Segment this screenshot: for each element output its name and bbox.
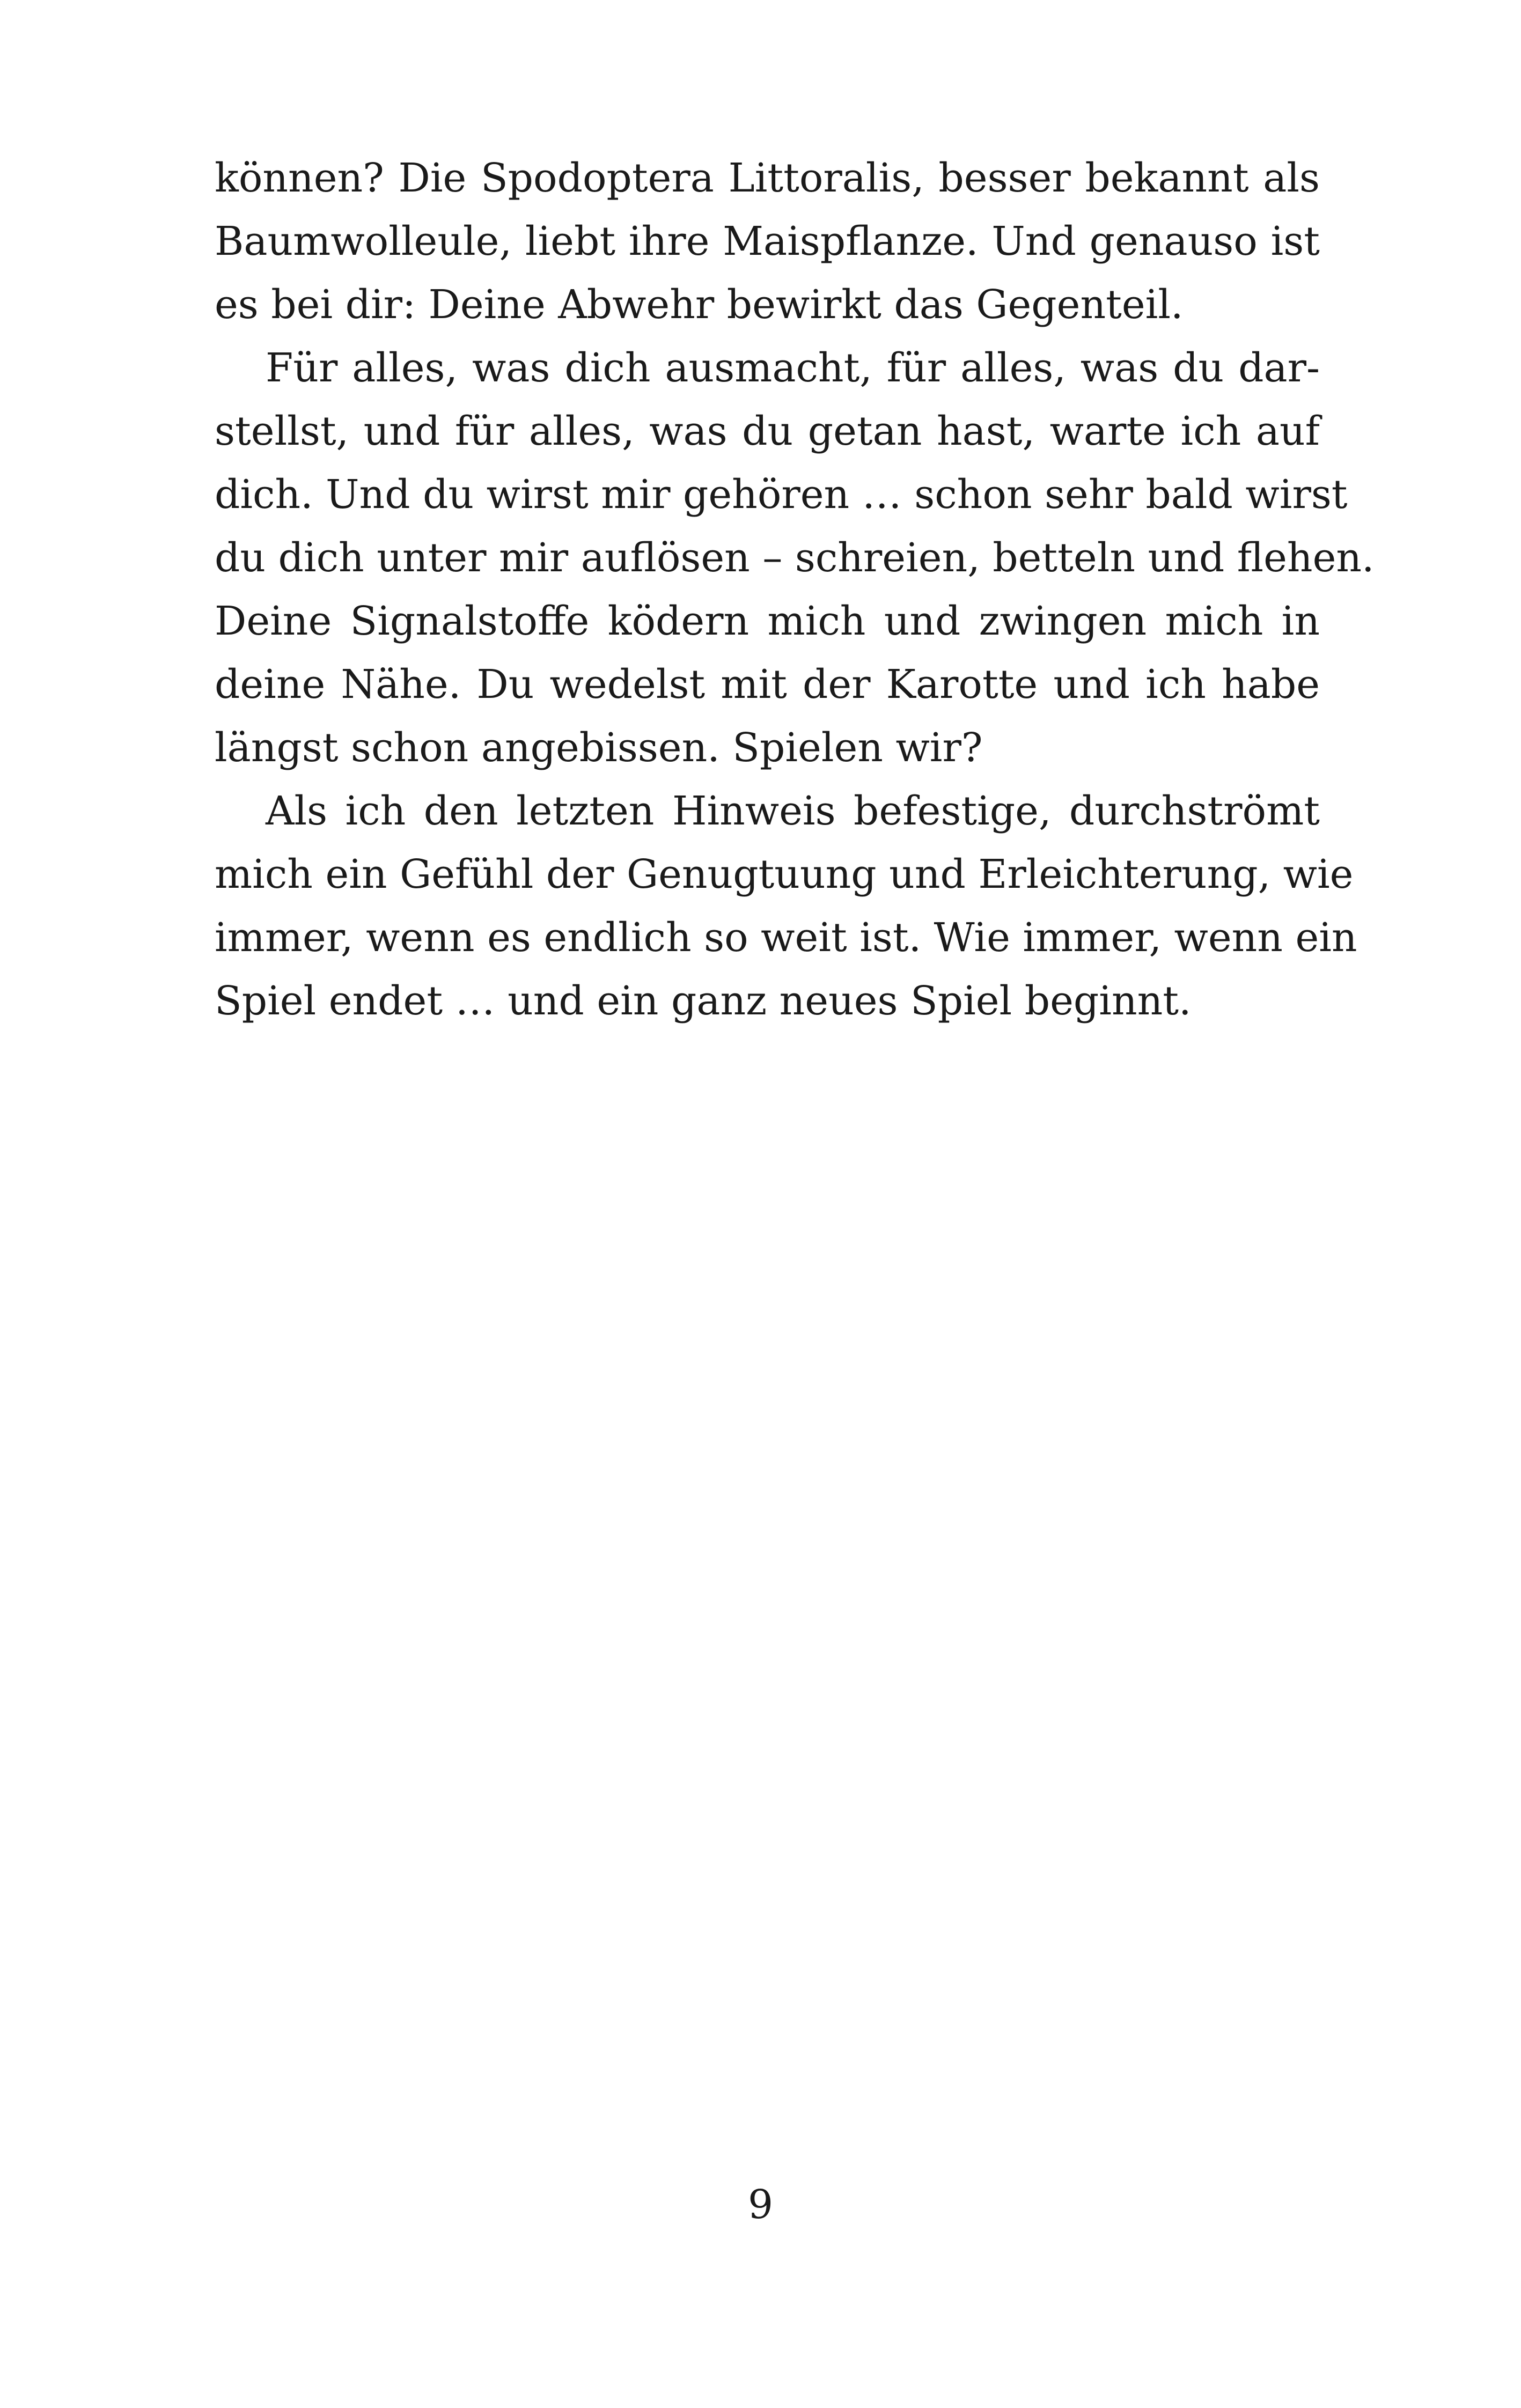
text-line: können? Die Spodoptera Littoralis, besser bekannt als xyxy=(215,155,1320,201)
paragraph-2 xyxy=(215,336,1375,779)
text-line: Als ich den letzten Hinweis befestige, durchströmt xyxy=(266,788,1320,834)
text-line: Spiel endet … und ein ganz neues Spiel beginnt. xyxy=(215,978,1192,1024)
page-number: 9 xyxy=(747,2182,774,2228)
paragraph-1 xyxy=(215,146,1320,336)
text-line: dich. Und du wirst mir gehören … schon sehr bald wirst xyxy=(215,472,1348,518)
text-line: es bei dir: Deine Abwehr bewirkt das Gegenteil. xyxy=(215,282,1184,328)
text-line: mich ein Gefühl der Genugtuung und Erleichterung, wie xyxy=(215,851,1354,897)
body-text xyxy=(215,146,1375,1033)
text-line: stellst, und für alles, was du getan hast, warte ich auf xyxy=(215,408,1320,454)
text-line: du dich unter mir auflösen – schreien, betteln und flehen. xyxy=(215,535,1375,581)
text-line: Für alles, was dich ausmacht, für alles, was du dar- xyxy=(266,345,1320,391)
text-line: Baumwolleule, liebt ihre Maispflanze. Und genauso ist xyxy=(215,218,1320,264)
text-line: deine Nähe. Du wedelst mit der Karotte und ich habe xyxy=(215,661,1320,708)
text-line: Deine Signalstoffe ködern mich und zwingen mich in xyxy=(215,598,1320,644)
text-line: immer, wenn es endlich so weit ist. Wie immer, wenn ein xyxy=(215,915,1357,961)
paragraph-3 xyxy=(215,779,1357,1033)
text-line: längst schon angebissen. Spielen wir? xyxy=(215,725,983,771)
